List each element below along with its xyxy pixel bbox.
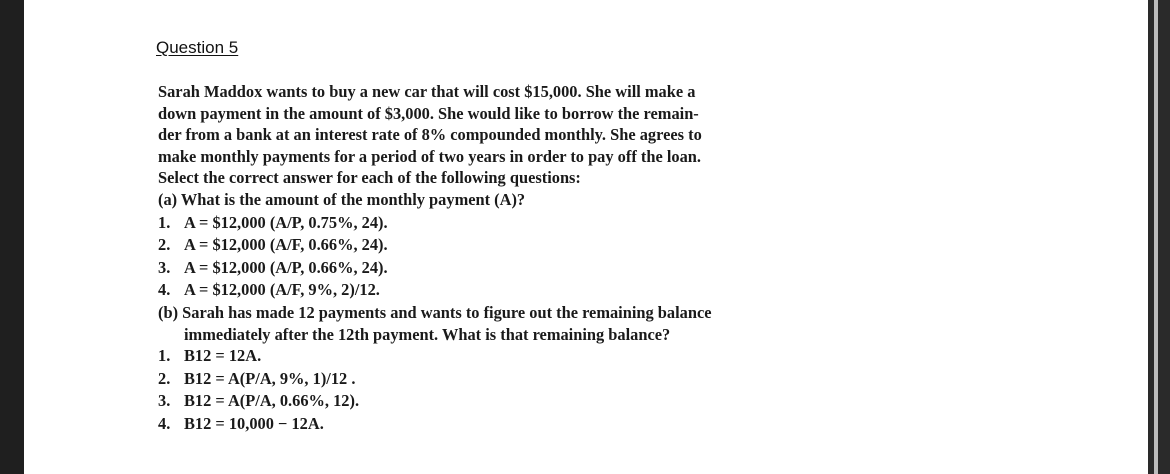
question-body [158, 81, 808, 436]
paragraph-line: Select the correct answer for each of the following questions: [158, 168, 581, 188]
part-b-option [158, 368, 808, 391]
paragraph-line: down payment in the amount of $3,000. She would like to borrow the remain- [158, 103, 699, 123]
option-text: A = $12,000 (A/P, 0.66%, 24). [184, 257, 388, 277]
option-number: 4. [158, 280, 171, 300]
option-number: 4. [158, 413, 171, 433]
part-b-prompt-continued: immediately after the 12th payment. What is that remaining balance? [184, 324, 671, 344]
option-text: A = $12,000 (A/F, 9%, 2)/12. [184, 280, 380, 300]
option-text: B12 = A(P/A, 0.66%, 12). [184, 391, 360, 411]
option-number: 1. [158, 346, 171, 366]
option-number: 3. [158, 257, 171, 277]
part-a-option [158, 234, 808, 257]
part-a-prompt: (a) What is the amount of the monthly payment (A)? [158, 189, 526, 209]
option-number: 2. [158, 235, 171, 255]
option-number: 2. [158, 368, 171, 388]
part-a-option [158, 257, 808, 280]
option-number: 1. [158, 212, 171, 232]
option-text: B12 = A(P/A, 9%, 1)/12 . [184, 368, 356, 388]
question-heading: Question 5 [156, 38, 239, 57]
part-b-prompt: (b) Sarah has made 12 payments and wants to figure out the remaining balance [158, 302, 712, 322]
part-a-option [158, 212, 808, 235]
part-a-option [158, 279, 808, 302]
part-b-option [158, 345, 808, 368]
option-text: A = $12,000 (A/F, 0.66%, 24). [184, 235, 388, 255]
scrollbar-thumb[interactable] [1154, 0, 1158, 474]
paragraph-line: make monthly payments for a period of two years in order to pay off the loan. [158, 146, 701, 166]
option-text: B12 = 10,000 − 12A. [184, 413, 324, 433]
option-number: 3. [158, 391, 171, 411]
paragraph-line: der from a bank at an interest rate of 8% compounded monthly. She agrees to [158, 125, 702, 145]
part-b-option [158, 390, 808, 413]
part-b-option [158, 413, 808, 436]
option-text: A = $12,000 (A/P, 0.75%, 24). [184, 212, 388, 232]
option-text: B12 = 12A. [184, 346, 262, 366]
paragraph-line: Sarah Maddox wants to buy a new car that will cost $15,000. She will make a [158, 82, 696, 101]
scrollbar-track[interactable] [1148, 0, 1170, 474]
